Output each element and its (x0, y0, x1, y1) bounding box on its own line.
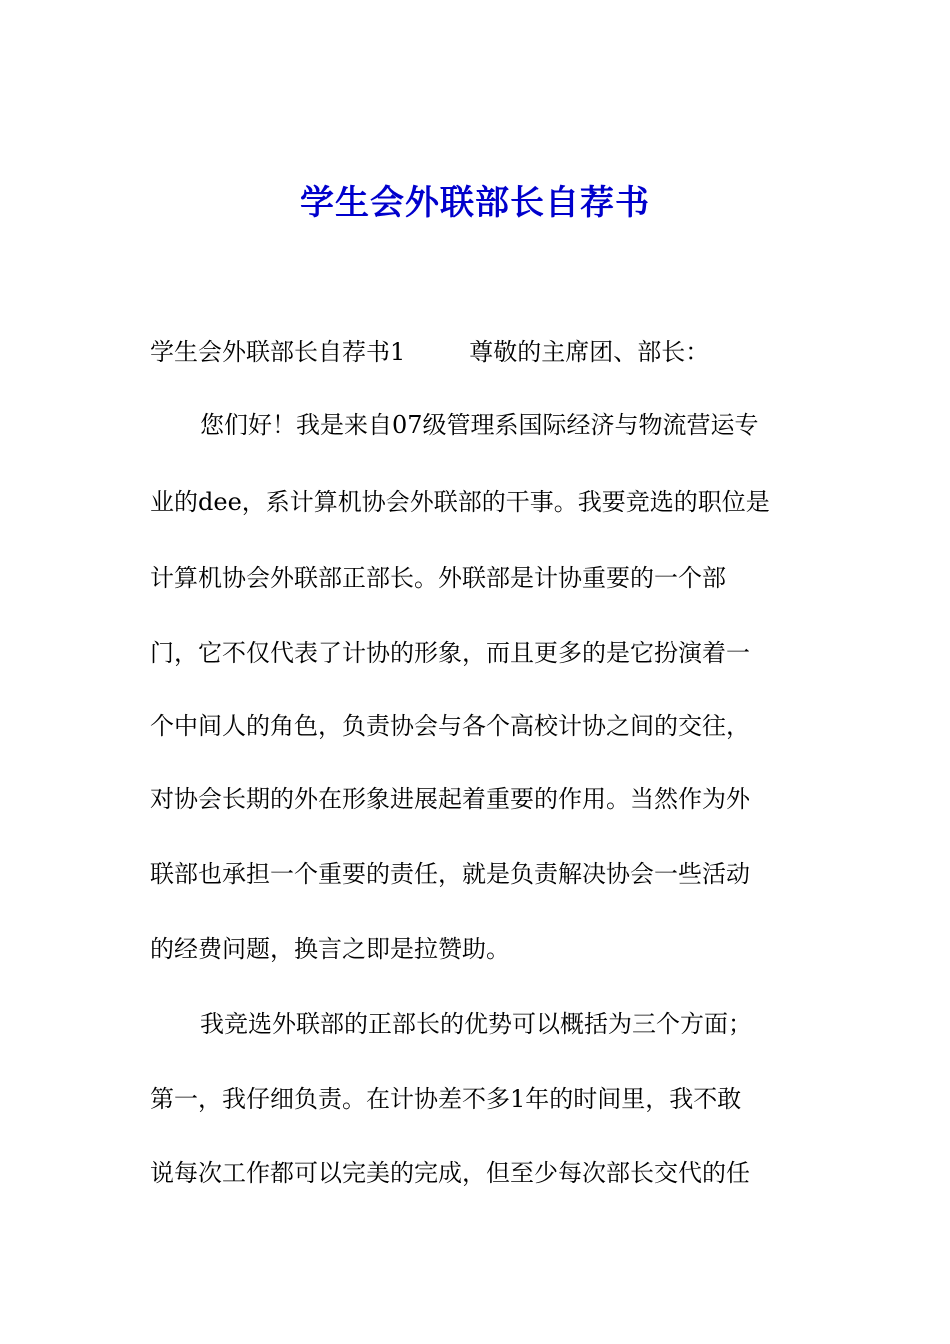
paragraph-line: 计算机协会外联部正部长。外联部是计协重要的一个部 (150, 564, 726, 592)
paragraph-line: 的经费问题，换言之即是拉赞助。 (150, 935, 510, 963)
paragraph-line: 联部也承担一个重要的责任，就是负责解决协会一些活动 (150, 860, 750, 888)
document-title: 学生会外联部长自荐书 (300, 183, 650, 223)
paragraph-line: 我竞选外联部的正部长的优势可以概括为三个方面； (200, 1010, 752, 1038)
paragraph-line: 个中间人的角色，负责协会与各个高校计协之间的交往， (150, 712, 750, 740)
intro-heading: 学生会外联部长自荐书1 (150, 338, 406, 366)
paragraph-line: 业的dee，系计算机协会外联部的干事。我要竞选的职位是 (150, 488, 770, 516)
intro-line (150, 332, 709, 372)
salutation: 尊敬的主席团、部长： (469, 338, 710, 366)
paragraph-line: 第一，我仔细负责。在计协差不多1年的时间里，我不敢 (150, 1085, 742, 1113)
paragraph-line: 门，它不仅代表了计协的形象，而且更多的是它扮演着一 (150, 639, 750, 667)
paragraph-line: 说每次工作都可以完美的完成，但至少每次部长交代的任 (150, 1159, 750, 1187)
paragraph-line: 您们好！我是来自07级管理系国际经济与物流营运专 (200, 411, 759, 439)
paragraph-line: 对协会长期的外在形象进展起着重要的作用。当然作为外 (150, 785, 750, 813)
